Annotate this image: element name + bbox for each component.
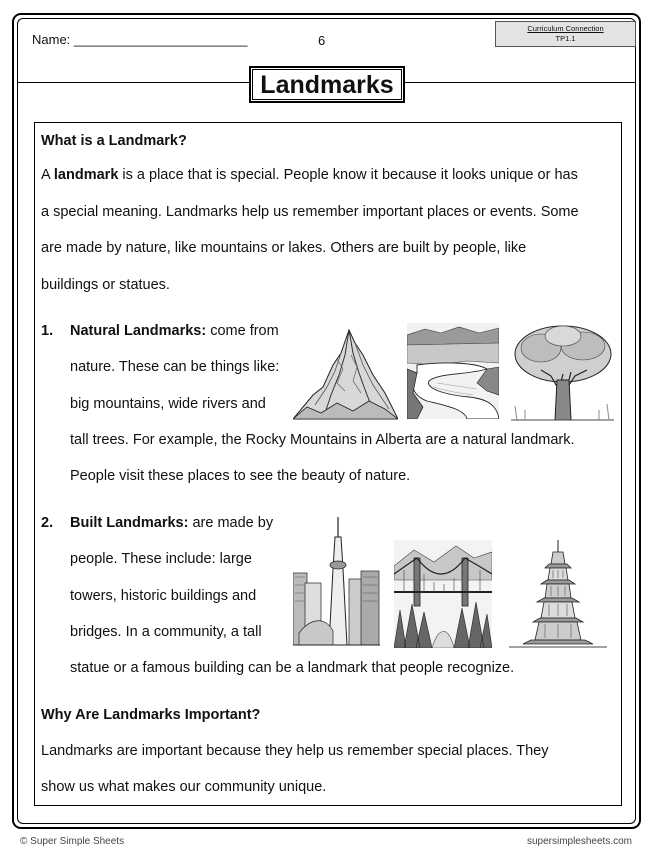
built-line-2: people. These include: large — [70, 551, 252, 567]
importance-heading: Why Are Landmarks Important? — [41, 707, 261, 723]
importance-line-1: Landmarks are important because they help us remember special places. They — [41, 743, 549, 759]
tree-illustration — [511, 320, 614, 421]
curriculum-connection-box — [495, 21, 636, 47]
river-illustration — [407, 323, 499, 419]
curriculum-title: Curriculum Connection — [527, 24, 604, 33]
mountain-illustration — [293, 325, 398, 420]
intro-line-4: buildings or statues. — [41, 277, 170, 293]
natural-line-1: Natural Landmarks: come from — [70, 323, 279, 339]
page-number: 6 — [318, 33, 326, 48]
bridge-illustration — [394, 540, 492, 648]
footer-website[interactable]: supersimplesheets.com — [526, 836, 632, 847]
natural-line-2: nature. These can be things like: — [70, 359, 280, 375]
intro-line-1: A landmark is a place that is special. People know it because it looks unique or has — [41, 167, 578, 183]
intro-line-2: a special meaning. Landmarks help us remember important places or events. Some — [41, 204, 579, 220]
intro-heading: What is a Landmark? — [41, 133, 187, 149]
importance-line-2: show us what makes our community unique. — [41, 779, 327, 795]
pagoda-tower-illustration — [509, 540, 607, 648]
landmark-term: landmark — [53, 167, 119, 183]
natural-number: 1. — [41, 323, 54, 339]
built-line-5: statue or a famous building can be a landmark that people recognize. — [70, 660, 515, 676]
name-field-label: Name: ________________________ — [32, 32, 248, 47]
curriculum-code: TP1.1 — [555, 34, 576, 43]
natural-line-4: tall trees. For example, the Rocky Mountains in Alberta are a natural landmark. — [70, 432, 575, 448]
built-line-1: Built Landmarks: are made by — [70, 515, 274, 531]
built-number: 2. — [41, 515, 54, 531]
content-box — [34, 122, 622, 806]
natural-line-3: big mountains, wide rivers and — [70, 396, 266, 412]
built-label: Built Landmarks: — [70, 515, 189, 531]
natural-label: Natural Landmarks: — [70, 323, 207, 339]
intro-line-3: are made by nature, like mountains or lakes. Others are built by people, like — [41, 240, 527, 256]
title-box — [249, 66, 405, 103]
natural-line-5: People visit these places to see the beauty of nature. — [70, 468, 411, 484]
built-line-3: towers, historic buildings and — [70, 588, 257, 604]
page-title: Landmarks — [260, 71, 394, 99]
built-line-4: bridges. In a community, a tall — [70, 624, 262, 640]
tower-city-illustration — [293, 515, 380, 648]
footer-copyright: © Super Simple Sheets — [20, 836, 125, 847]
